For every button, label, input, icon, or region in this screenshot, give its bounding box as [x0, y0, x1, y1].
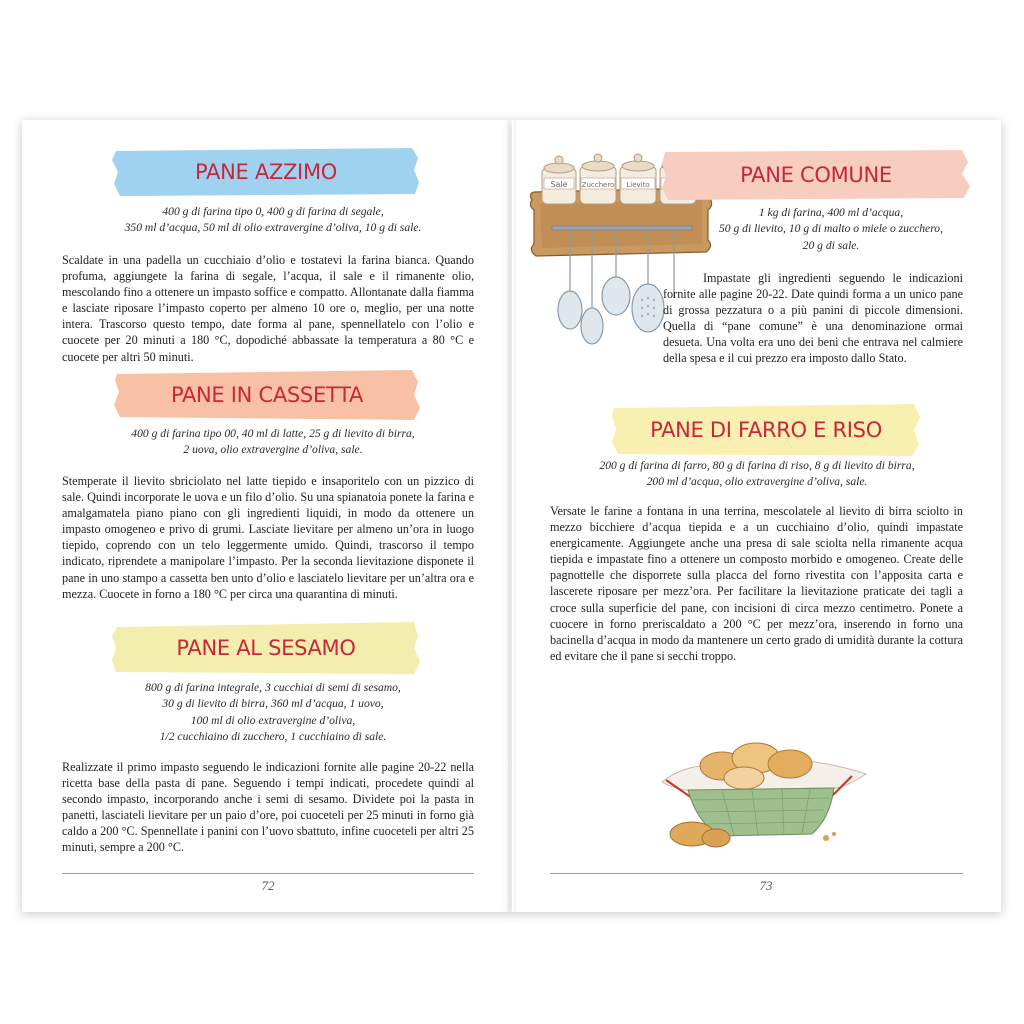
recipe-body: Scaldate in una padella un cucchiaio d’olio e tostatevi la farina bianca. Quando profuma, aggiungete la farina di segale, l’acqua, il sale e il rimanente olio, mescolando fino a ottenere un impasto soffice e compatto. Allontanate dalla fiamma e lasciate riposare l’impasto coperto per almeno 10 ore o, meglio, per una notte intera. Trascorso questo tempo, date forma al pane, spennellatelo con l’olio e cuocete per 20 minuti a 180 °C, dopodiché abbassate la temperatura a 80 °C e cuocete per altri 50 minuti.: [62, 253, 474, 364]
ingredients-line: 20 g di sale.: [802, 238, 860, 252]
jar-label: Lievito: [626, 181, 650, 189]
section-ribbon-pane-in-cassetta: [114, 370, 420, 420]
ingredients-line: 200 g di farina di farro, 80 g di farina di riso, 8 g di lievito di birra,: [599, 459, 915, 472]
page-number: 73: [759, 878, 773, 893]
ingredients: [62, 680, 484, 745]
section-ribbon-pane-comune: [662, 150, 970, 200]
bread-basket-illustration: [652, 738, 874, 850]
ingredients: [62, 204, 484, 237]
recipe-body: Versate le farine a fontana in una terrina, mescolatele al lievito di birra sciolto in mezzo bicchiere d’acqua tiepida e a un cucchiaino d’olio, quindi impastate energicamente. Aggiungete anche una presa di sale sciolta nella rimanente acqua tiepida e impastate fino a ottenere un composto morbido e omogeneo. Create delle pagnottelle che disporrete sulla placca del forno rivestita con l’apposita carta e lascerete riposare per mezz’ora. Per facilitare la lievitazione praticate dei tagli a croce sulla superficie del pane, con incisioni di circa mezzo centimetro. Ponete a cuocere in forno preriscaldato a 200 °C per mezz’ora, inserendo in forno una bacinella d’acqua in modo da mantenere un certo grado di umidità durante la cottura ed evitare che il pane si secchi troppo.: [550, 504, 963, 663]
ingredients-line: 800 g di farina integrale, 3 cucchiai di semi di sesamo,: [145, 681, 401, 694]
ingredients-line: 200 ml d’acqua, olio extravergine d’oliva, sale.: [646, 475, 868, 489]
ingredients-line: 1 kg di farina, 400 ml d’acqua,: [758, 206, 904, 219]
recipe-body: Impastate gli ingredienti seguendo le indicazioni fornite alle pagine 20-22. Date quindi forma a un unico pane di grossa pezzatura o a più panini di piccole dimensioni. Quella di “pane comune” è una denominazione ormai desueta. Una volta era uno dei beni che entrava nel calmiere della spesa e il cui prezzo era imposto dallo Stato.: [663, 271, 963, 366]
section-ribbon-pane-di-farro-e-riso: [612, 404, 920, 456]
ingredients-line: 30 g di lievito di birra, 360 ml d’acqua, 1 uovo,: [162, 697, 384, 711]
ingredients-line: 350 ml d’acqua, 50 ml di olio extravergine d’oliva, 10 g di sale.: [124, 221, 422, 235]
ingredients-line: 1/2 cucchiaino di zucchero, 1 cucchiaino di sale.: [159, 729, 387, 743]
ingredients-line: 100 ml di olio extravergine d’oliva,: [190, 713, 356, 727]
jar-label: Sale: [550, 180, 568, 189]
jar-label: Zucchero: [581, 181, 615, 189]
ingredients-line: 2 uova, olio extravergine d’oliva, sale.: [183, 443, 363, 457]
section-ribbon-pane-al-sesamo: [112, 622, 420, 674]
footer-rule: [62, 873, 474, 874]
footer-rule: [550, 873, 963, 874]
ingredients: [62, 426, 484, 459]
section-title: PANE DI FARRO E RISO: [650, 418, 882, 442]
section-ribbon-pane-azzimo: [112, 148, 420, 196]
ingredients-line: 400 g di farina tipo 0, 400 g di farina di segale,: [162, 205, 384, 218]
section-title: PANE IN CASSETTA: [170, 383, 364, 407]
section-title: PANE AZZIMO: [194, 160, 338, 184]
basket-drawing: [652, 738, 874, 850]
ingredients-line: 50 g di lievito, 10 g di malto o miele o zucchero,: [718, 222, 943, 236]
section-title: PANE AL SESAMO: [176, 636, 356, 660]
ingredients: [700, 205, 962, 254]
section-title: PANE COMUNE: [740, 163, 892, 187]
ingredients: [552, 458, 962, 491]
recipe-body: Realizzate il primo impasto seguendo le indicazioni fornite alle pagine 20-22 nella ricetta base della pasta di pane. Seguendo i tempi indicati, procedete quindi al secondo impasto, incorporando anche i semi di sesamo. Dividete poi la pasta in panetti, lasciateli lievitare per un paio d’ore, poi cuoceteli per 25 minuti in forno già caldo a 200 °C. Spennellate i panini con l’uovo sbattuto, infine cuoceteli per altri 25 minuti, sempre a 200 °C.: [62, 760, 474, 855]
page-number: 72: [261, 878, 275, 893]
book-gutter: [508, 120, 516, 912]
recipe-body: Stemperate il lievito sbriciolato nel latte tiepido e insaporitelo con un pizzico di sale. Quindi incorporate le uova e un filo d’olio. Su una spianatoia ponete la farina e amalgamatela piano piano con gli ingredienti liquidi, in modo da ottenere un impasto omogeneo e privo di grumi. Lasciate lievitare per almeno un’ora in luogo tiepido, coprendo con un telo leggermente umido. Quindi, trascorso il tempo indicato, riprendete a manipolare l’impasto. Per la seconda lievitazione disponete il pane in uno stampo a cassetta ben unto d’olio e lasciatelo lievitare per un’altra ora e mezza. Cuocete in forno a 180 °C per circa una quarantina di minuti.: [62, 474, 474, 601]
ingredients-line: 400 g di farina tipo 00, 40 ml di latte, 25 g di lievito di birra,: [131, 427, 415, 440]
